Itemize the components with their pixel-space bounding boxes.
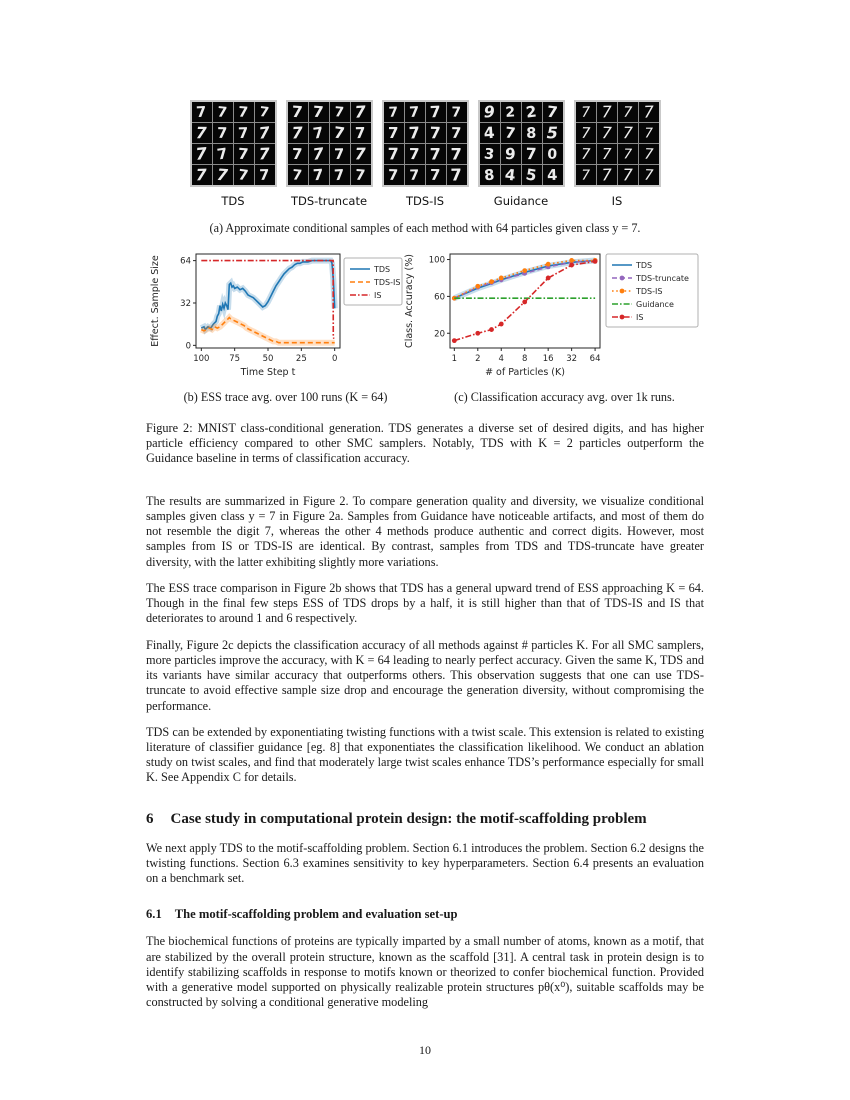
digit-glyph: 7: [429, 144, 442, 164]
digit-glyph: 7: [291, 102, 304, 122]
digit-glyph: 7: [622, 145, 633, 163]
digit-glyph: 7: [258, 144, 271, 164]
digit-glyph: 7: [216, 165, 229, 185]
digit-glyph: 7: [643, 145, 654, 163]
digit-glyph: 2: [505, 103, 516, 121]
digit-cell: [618, 144, 638, 164]
subfigure-c-caption: (c) Classification accuracy avg. over 1k runs.: [454, 390, 675, 404]
page-content: [146, 0, 704, 1058]
subfigure-b-caption: (b) ESS trace avg. over 100 runs (K = 64): [183, 390, 388, 404]
svg-text:16: 16: [542, 354, 554, 364]
digit-glyph: 7: [409, 103, 420, 121]
digit-cell: [234, 102, 254, 122]
digit-glyph: 4: [547, 165, 558, 185]
digit-glyph: 7: [622, 165, 633, 185]
digit-cell: [522, 144, 542, 164]
digit-cell: [522, 123, 542, 143]
digit-cell: [447, 102, 467, 122]
svg-text:1: 1: [451, 354, 458, 364]
digit-glyph: 7: [354, 102, 367, 122]
digit-glyph: 4: [483, 123, 496, 143]
section-number: 6: [146, 810, 154, 827]
digit-glyph: 7: [622, 103, 633, 121]
digit-cell: [234, 123, 254, 143]
digit-grid: [286, 100, 373, 187]
digit-glyph: 7: [580, 103, 591, 121]
digit-cell: [543, 102, 563, 122]
digit-glyph: 7: [581, 166, 590, 184]
subfigure-captions: [146, 390, 704, 405]
digit-glyph: 7: [291, 123, 304, 143]
digit-cell: [426, 102, 446, 122]
digit-cell: [351, 144, 371, 164]
svg-text:32: 32: [180, 298, 191, 309]
digit-glyph: 7: [450, 165, 463, 185]
digit-glyph: 7: [195, 123, 208, 143]
digit-glyph: 7: [643, 166, 654, 184]
svg-text:IS: IS: [636, 313, 644, 322]
digit-cell: [576, 123, 596, 143]
digit-cell: [405, 123, 425, 143]
digit-cell: [384, 102, 404, 122]
digit-cell: [597, 102, 617, 122]
digit-glyph: 7: [333, 165, 346, 185]
digit-grid: [382, 100, 469, 187]
svg-text:100: 100: [428, 255, 445, 266]
digit-cell: [255, 102, 275, 122]
digit-glyph: 2: [525, 102, 538, 122]
digit-cell: [426, 144, 446, 164]
digit-cell: [618, 165, 638, 185]
svg-text:2: 2: [475, 354, 481, 364]
digit-cell: [543, 165, 563, 185]
digit-glyph: 7: [312, 165, 325, 185]
digit-glyph: 5: [546, 123, 559, 143]
panel-label: IS: [611, 194, 623, 208]
digit-cell: [288, 102, 308, 122]
digit-cell: [213, 165, 233, 185]
svg-text:TDS: TDS: [374, 265, 391, 274]
digit-cell: [288, 123, 308, 143]
digit-glyph: 3: [483, 144, 496, 164]
digit-glyph: 7: [217, 124, 228, 142]
digit-glyph: 7: [291, 144, 304, 164]
paragraph-section-overview: We next apply TDS to the motif-scaffolding problem. Section 6.1 introduces the problem. Section 6.2 designs the twisting functions. Section 6.3 examines sensitivity to key hyperparameters. Section 6.4 presents an evaluation on a benchmark set.: [146, 840, 704, 886]
digit-cell: [192, 165, 212, 185]
digit-glyph: 7: [195, 165, 208, 185]
digit-cell: [639, 165, 659, 185]
digit-cell: [543, 123, 563, 143]
digit-glyph: 9: [504, 144, 517, 164]
digit-cell: [309, 144, 329, 164]
digit-glyph: 0: [547, 145, 558, 163]
digit-glyph: 7: [601, 102, 612, 122]
digit-cell: [501, 165, 521, 185]
paragraph-classification-accuracy: Finally, Figure 2c depicts the classification accuracy of all methods against # particles K. For all SMC samplers, more particles improve the accuracy, with K = 64 leading to nearly perfect accuracy. Given the same K, TDS and its variants have similar accuracy that outperforms others. This observation suggests that one can use TDS-truncate to avoid effective sample size drop and encourage the generation diversity, without compromising the performance.: [146, 637, 704, 713]
digit-cell: [501, 123, 521, 143]
subsection-title: The motif-scaffolding problem and evaluation set-up: [174, 907, 458, 922]
digit-cell: [255, 144, 275, 164]
digit-cell: [426, 165, 446, 185]
mnist-sample-panels: [146, 100, 704, 208]
digit-glyph: 7: [259, 166, 270, 184]
digit-glyph: 7: [237, 144, 250, 164]
digit-glyph: 7: [601, 144, 612, 164]
svg-text:IS: IS: [374, 291, 382, 300]
svg-text:TDS-truncate: TDS-truncate: [636, 274, 689, 283]
section-6-1-heading: [146, 907, 704, 922]
mnist-panel-tds-is: [382, 100, 469, 208]
digit-glyph: 7: [311, 144, 326, 164]
digit-cell: [330, 165, 350, 185]
svg-text:0: 0: [185, 341, 191, 352]
paragraph-twist-scale: TDS can be extended by exponentiating twisting functions with a twist scale. This extension is related to existing literature of classifier guidance [eg. 8] that exponentiates the classification likelihood. We conduct an ablation study on twist scales, and find that moderately large twist scales enhance TDS’s performance especially for small K. See Appendix C for details.: [146, 724, 704, 785]
digit-glyph: 7: [601, 165, 612, 185]
figure-2-caption: Figure 2: MNIST class-conditional generation. TDS generates a diverse set of desired digits, and has higher particle efficiency compared to other SMC samplers. Notably, TDS with K = 2 particles outperform the Guidance baseline in terms of classification accuracy.: [146, 421, 704, 466]
svg-text:TDS-IS: TDS-IS: [374, 278, 401, 287]
chart-legend: [344, 258, 402, 305]
digit-glyph: 7: [216, 144, 229, 164]
svg-text:64: 64: [589, 354, 601, 364]
svg-text:TDS-IS: TDS-IS: [636, 287, 663, 296]
digit-cell: [213, 102, 233, 122]
series-tds-is: [201, 318, 334, 343]
digit-cell: [192, 123, 212, 143]
svg-text:75: 75: [229, 354, 241, 364]
digit-glyph: 7: [430, 165, 441, 185]
svg-text:60: 60: [434, 292, 445, 303]
svg-text:Effect. Sample Size: Effect. Sample Size: [150, 255, 161, 347]
digit-glyph: 4: [504, 165, 517, 185]
digit-cell: [213, 123, 233, 143]
digit-glyph: 7: [258, 103, 271, 121]
digit-glyph: 7: [601, 123, 612, 143]
digit-glyph: 9: [483, 102, 496, 122]
digit-cell: [543, 144, 563, 164]
digit-cell: [192, 102, 212, 122]
digit-glyph: 7: [216, 103, 229, 121]
series-tds: [454, 261, 595, 299]
digit-glyph: 7: [622, 123, 633, 143]
digit-cell: [639, 144, 659, 164]
digit-glyph: 7: [388, 103, 399, 121]
subfigure-a-caption: (a) Approximate conditional samples of each method with 64 particles given class y = 7.: [209, 221, 641, 235]
digit-cell: [192, 144, 212, 164]
digit-cell: [597, 144, 617, 164]
svg-text:100: 100: [193, 354, 210, 364]
digit-cell: [639, 102, 659, 122]
paragraph-motif-scaffolding: The biochemical functions of proteins are typically imparted by a small number of atoms, known as a motif, that are stabilized by the overall protein structure, known as the scaffold [31]. A central task in protein design is to identify stabilizing scaffolds in response to motifs known or theorized to confer biochemical function. Provided with a generative model supported on physically realizable protein structures pθ(x⁰), suitable scaffolds may be constructed by solving a conditional generative modeling: [146, 934, 704, 1010]
digit-cell: [255, 123, 275, 143]
digit-glyph: 7: [429, 123, 442, 143]
digit-cell: [309, 165, 329, 185]
svg-text:25: 25: [295, 354, 307, 364]
digit-glyph: 8: [526, 124, 537, 142]
digit-cell: [501, 144, 521, 164]
svg-text:Time Step t: Time Step t: [240, 367, 296, 378]
mnist-panel-tds-truncate: [286, 100, 373, 208]
classification-accuracy-chart: [404, 246, 704, 388]
subsection-number: 6.1: [146, 907, 162, 922]
digit-cell: [480, 144, 500, 164]
section-6-heading: [146, 811, 704, 828]
digit-glyph: 7: [332, 123, 347, 143]
charts-row: [146, 246, 704, 388]
digit-cell: [288, 144, 308, 164]
digit-cell: [480, 165, 500, 185]
series-tds: [201, 261, 334, 330]
digit-glyph: 7: [312, 102, 325, 122]
digit-grid: [190, 100, 277, 187]
digit-cell: [597, 123, 617, 143]
svg-text:TDS: TDS: [636, 261, 653, 270]
digit-glyph: 7: [409, 144, 420, 164]
digit-cell: [384, 123, 404, 143]
svg-text:20: 20: [434, 329, 445, 340]
digit-grid: [478, 100, 565, 187]
digit-cell: [522, 102, 542, 122]
panel-label: TDS-truncate: [290, 194, 368, 208]
digit-cell: [309, 102, 329, 122]
digit-cell: [405, 144, 425, 164]
digit-cell: [405, 102, 425, 122]
digit-cell: [426, 123, 446, 143]
section-title: Case study in computational protein design: the motif-scaffolding problem: [170, 810, 647, 827]
digit-glyph: 7: [429, 102, 442, 122]
digit-cell: [234, 165, 254, 185]
digit-cell: [384, 165, 404, 185]
digit-cell: [501, 102, 521, 122]
digit-cell: [309, 123, 329, 143]
digit-cell: [330, 123, 350, 143]
digit-glyph: 7: [258, 123, 271, 143]
digit-cell: [405, 165, 425, 185]
digit-cell: [447, 165, 467, 185]
ess-trace-chart: [146, 246, 404, 388]
digit-glyph: 7: [388, 166, 399, 184]
panel-label: TDS: [221, 194, 245, 208]
digit-cell: [522, 165, 542, 185]
page-number: 10: [419, 1042, 431, 1057]
paragraph-ess-trace: The ESS trace comparison in Figure 2b shows that TDS has a general upward trend of ESS approaching K = 64. Though in the final few steps ESS of TDS drops by a half, it is still higher than that of TDS-IS and IS that deteriorates to around 1 and 6 respectively.: [146, 580, 704, 626]
svg-text:0: 0: [331, 354, 338, 364]
digit-cell: [351, 165, 371, 185]
digit-cell: [234, 144, 254, 164]
panel-label: Guidance: [493, 194, 549, 208]
svg-text:# of Particles (K): # of Particles (K): [485, 367, 565, 378]
digit-cell: [255, 165, 275, 185]
digit-cell: [330, 102, 350, 122]
svg-text:Class. Accuracy (%): Class. Accuracy (%): [404, 254, 415, 348]
digit-cell: [213, 144, 233, 164]
digit-glyph: 7: [409, 166, 420, 184]
svg-text:50: 50: [262, 354, 274, 364]
digit-glyph: 7: [354, 144, 367, 164]
digit-cell: [576, 102, 596, 122]
digit-glyph: 7: [354, 165, 367, 185]
digit-glyph: 7: [237, 165, 250, 185]
digit-glyph: 7: [408, 123, 421, 143]
digit-cell: [351, 123, 371, 143]
digit-glyph: 7: [643, 102, 654, 122]
svg-text:32: 32: [566, 354, 578, 364]
digit-glyph: 7: [291, 166, 304, 184]
digit-cell: [480, 123, 500, 143]
digit-glyph: 7: [580, 124, 591, 142]
digit-cell: [384, 144, 404, 164]
digit-glyph: 7: [334, 145, 345, 163]
mnist-panel-guidance: [478, 100, 565, 208]
digit-glyph: 7: [644, 124, 653, 142]
digit-cell: [480, 102, 500, 122]
digit-cell: [618, 123, 638, 143]
digit-cell: [351, 102, 371, 122]
digit-cell: [597, 165, 617, 185]
digit-cell: [576, 144, 596, 164]
digit-glyph: 7: [334, 103, 345, 121]
digit-cell: [576, 165, 596, 185]
mnist-panel-tds: [190, 100, 277, 208]
svg-text:4: 4: [498, 354, 504, 364]
digit-glyph: 7: [450, 144, 463, 164]
digit-glyph: 7: [451, 124, 462, 142]
digit-glyph: 8: [483, 165, 496, 185]
svg-text:8: 8: [521, 354, 528, 364]
digit-glyph: 7: [195, 144, 208, 164]
digit-cell: [639, 123, 659, 143]
digit-glyph: 7: [504, 123, 517, 143]
mnist-panel-is: [574, 100, 661, 208]
digit-glyph: 7: [388, 123, 399, 143]
digit-cell: [288, 165, 308, 185]
chart-legend: [606, 254, 698, 327]
panel-label: TDS-IS: [405, 194, 445, 208]
digit-grid: [574, 100, 661, 187]
svg-text:Guidance: Guidance: [636, 300, 674, 309]
digit-cell: [447, 123, 467, 143]
digit-glyph: 5: [524, 165, 539, 185]
svg-text:64: 64: [180, 256, 191, 267]
digit-cell: [330, 144, 350, 164]
digit-cell: [447, 144, 467, 164]
digit-glyph: 7: [525, 144, 538, 164]
digit-cell: [618, 102, 638, 122]
digit-glyph: 7: [312, 123, 325, 143]
digit-glyph: 7: [580, 145, 591, 163]
digit-glyph: 7: [451, 103, 462, 121]
digit-glyph: 7: [238, 123, 249, 143]
paragraph-results-summary: The results are summarized in Figure 2. To compare generation quality and diversity, we visualize conditional samples given class y = 7 in Figure 2a. Samples from Guidance have noticeable artifacts, and most of them do not resemble the digit 7, whereas the other 4 methods produce authentic and correct digits. However, most samples from IS or TDS-IS are identical. By contrast, samples from TDS and TDS-truncate have greater diversity, with the latter exhibiting slightly more variations.: [146, 493, 704, 569]
digit-glyph: 7: [355, 123, 366, 143]
digit-glyph: 7: [195, 102, 208, 122]
digit-glyph: 7: [546, 102, 559, 122]
digit-glyph: 7: [387, 144, 400, 164]
digit-glyph: 7: [237, 103, 250, 121]
